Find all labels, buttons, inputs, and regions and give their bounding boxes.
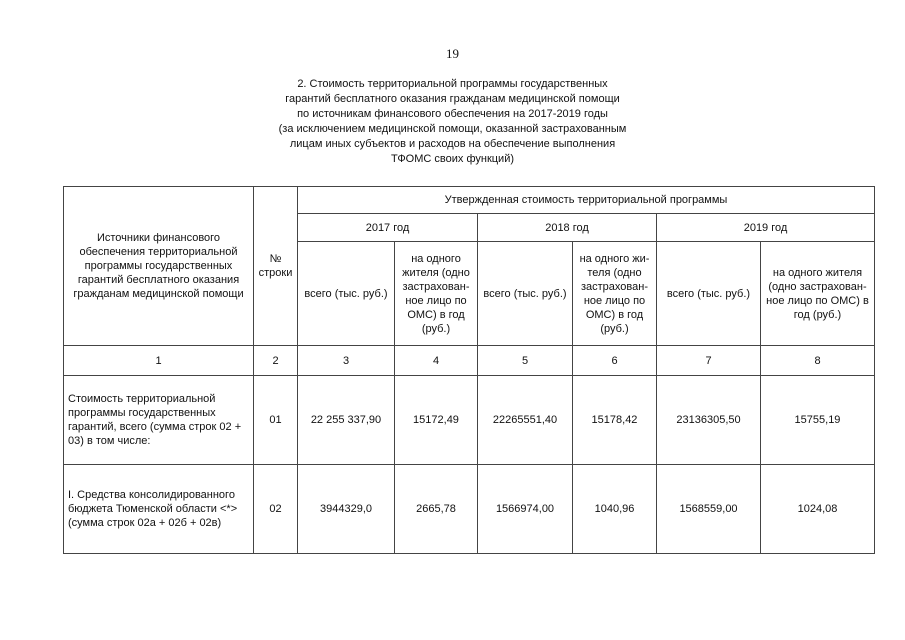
- cell-total-2018: 1566974,00: [478, 465, 573, 554]
- subheader-per-capita-2019: на одного жителя (одно застрахован-ное лицо по ОМС) в год (руб.): [761, 242, 875, 346]
- cost-table: [63, 186, 875, 554]
- column-number: 8: [761, 346, 875, 376]
- title-line: (за исключением медицинской помощи, оказанной застрахованным: [278, 123, 627, 135]
- column-number: 4: [395, 346, 478, 376]
- table-row-02: [64, 465, 875, 554]
- title-line: по источникам финансового обеспечения на 2017-2019 годы: [297, 108, 608, 120]
- column-number: 2: [254, 346, 298, 376]
- cell-per-capita-2019: 15755,19: [761, 376, 875, 465]
- cell-per-capita-2018: 1040,96: [573, 465, 657, 554]
- title-line: гарантий бесплатного оказания гражданам медицинской помощи: [285, 93, 620, 105]
- row-number: 01: [254, 376, 298, 465]
- subheader-total-2017: всего (тыс. руб.): [298, 242, 395, 346]
- title-line: лицам иных субъектов и расходов на обеспечение выполнения: [289, 138, 616, 150]
- year-2017-header: 2017 год: [298, 214, 478, 242]
- cell-per-capita-2017: 15172,49: [395, 376, 478, 465]
- row-no-header: № строки: [254, 187, 298, 346]
- subheader-total-2018: всего (тыс. руб.): [478, 242, 573, 346]
- source-header: Источники финансового обеспечения территориальной программы государственных гарантий бесплатного оказания гражданам медицинской помощи: [64, 187, 254, 346]
- cell-total-2019: 23136305,50: [657, 376, 761, 465]
- column-number: 5: [478, 346, 573, 376]
- column-number: 7: [657, 346, 761, 376]
- cell-total-2019: 1568559,00: [657, 465, 761, 554]
- year-2018-header: 2018 год: [478, 214, 657, 242]
- approved-cost-header: Утвержденная стоимость территориальной программы: [298, 187, 875, 214]
- cell-per-capita-2019: 1024,08: [761, 465, 875, 554]
- cell-total-2017: 3944329,0: [298, 465, 395, 554]
- column-number: 1: [64, 346, 254, 376]
- year-2019-header: 2019 год: [657, 214, 875, 242]
- title-line: ТФОМС своих функций): [390, 153, 515, 165]
- cell-total-2018: 22265551,40: [478, 376, 573, 465]
- column-number: 6: [573, 346, 657, 376]
- column-number: 3: [298, 346, 395, 376]
- subheader-per-capita-2018: на одного жи-теля (одно застрахован-ное лицо по ОМС) в год (руб.): [573, 242, 657, 346]
- row-number: 02: [254, 465, 298, 554]
- subheader-total-2019: всего (тыс. руб.): [657, 242, 761, 346]
- page-number: 19: [446, 46, 459, 61]
- subheader-per-capita-2017: на одного жителя (одно застрахован-ное лицо по ОМС) в год (руб.): [395, 242, 478, 346]
- cell-total-2017: 22 255 337,90: [298, 376, 395, 465]
- table-row-01: [64, 376, 875, 465]
- header-row-1: [64, 187, 875, 214]
- cell-per-capita-2018: 15178,42: [573, 376, 657, 465]
- document-title: [190, 77, 715, 167]
- cell-per-capita-2017: 2665,78: [395, 465, 478, 554]
- title-line: 2. Стоимость территориальной программы государственных: [297, 78, 608, 90]
- row-label: I. Средства консолидированного бюджета Тюменской области <*> (сумма строк 02а + 02б + 02в): [64, 465, 254, 554]
- row-label: Стоимость территориальной программы государственных гарантий, всего (сумма строк 02 + 03) в том числе:: [64, 376, 254, 465]
- column-number-row: [64, 346, 875, 376]
